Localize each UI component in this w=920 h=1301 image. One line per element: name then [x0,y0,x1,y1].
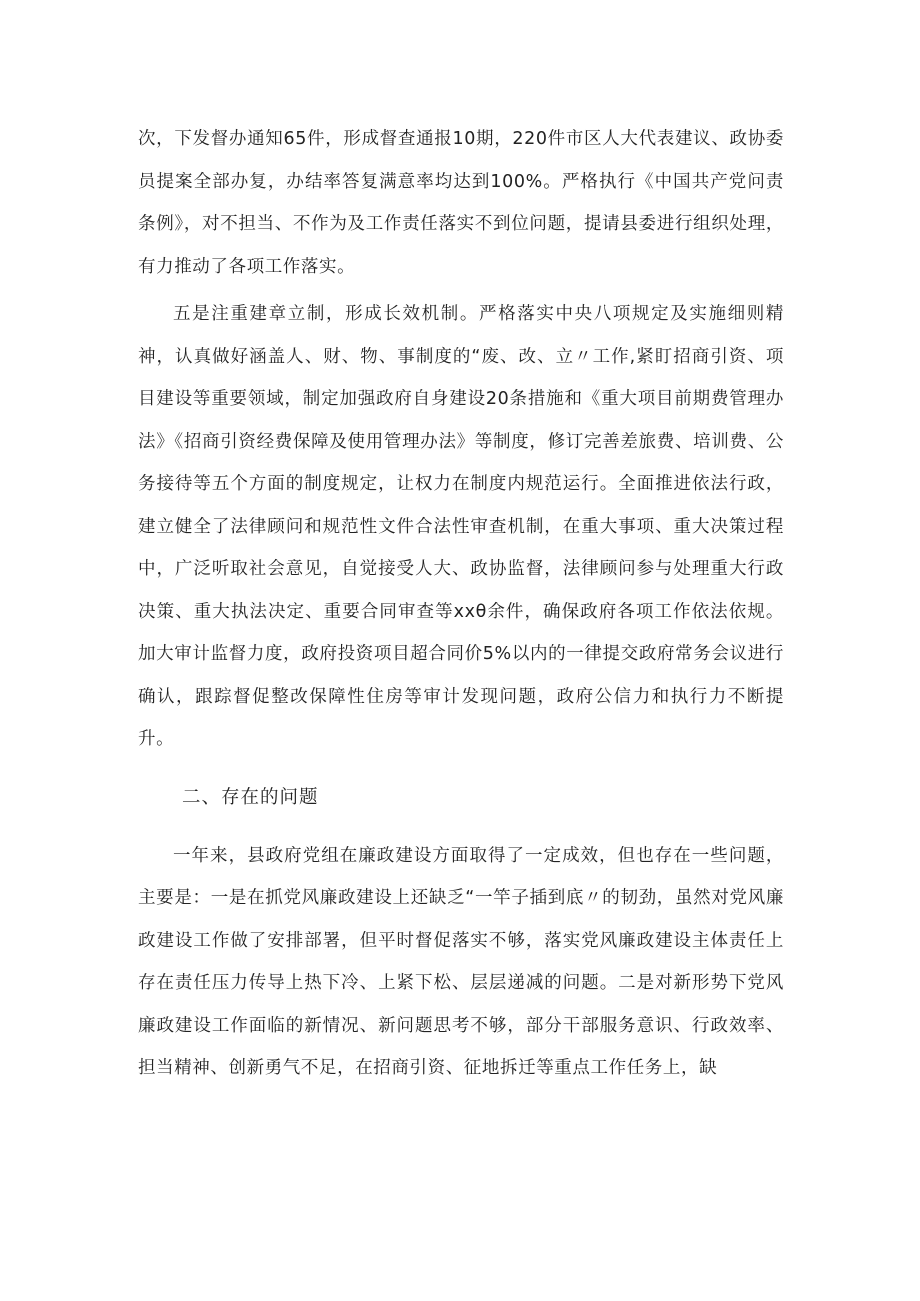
section-heading: 二、存在的问题 [182,786,319,808]
paragraph-continuation: 次，下发督办通知65件，形成督查通报10期，220件市区人大代表建议、政协委员提案全部办复，办结率答复满意率均达到100%。严格执行《中国共产党问责条例》，对不担当、不作为及工作责任落实不到位问题，提请县委进行组织处理，有力推动了各项工作落实。 [138,129,784,277]
paragraph-point-five: 五是注重建章立制，形成长效机制。严格落实中央八项规定及实施细则精神，认真做好涵盖人、财、物、事制度的“废、改、立〃工作,紧盯招商引资、项目建设等重要领域，制定加强政府自身建设20条措施和《重大项目前期费管理办法》《招商引资经费保障及使用管理办法》等制度，修订完善差旅费、培训费、公务接待等五个方面的制度规定，让权力在制度内规范运行。全面推进依法行政，建立健全了法律顾问和规范性文件合法性审查机制，在重大事项、重大决策过程中，广泛听取社会意见，自觉接受人大、政协监督，法律顾问参与处理重大行政决策、重大执法决定、重要合同审查等xxθ余件，确保政府各项工作依法依规。加大审计监督力度，政府投资项目超合同价5%以内的一律提交政府常务会议进行确认，跟踪督促整改保障性住房等审计发现问题，政府公信力和执行力不断提升。 [138,304,784,749]
document-body [138,118,784,1095]
paragraph-problems: 一年来，县政府党组在廉政建设方面取得了一定成效，但也存在一些问题，主要是：一是在抓党风廉政建设上还缺乏“一竿子插到底〃的韧劲，虽然对党风廉政建设工作做了安排部署，但平时督促落实不够，落实党风廉政建设主体责任上存在责任压力传导上热下冷、上紧下松、层层递减的问题。二是对新形势下党风廉政建设工作面临的新情况、新问题思考不够，部分干部服务意识、行政效率、担当精神、创新勇气不足，在招商引资、征地拆迁等重点工作任务上，缺 [138,845,784,1078]
